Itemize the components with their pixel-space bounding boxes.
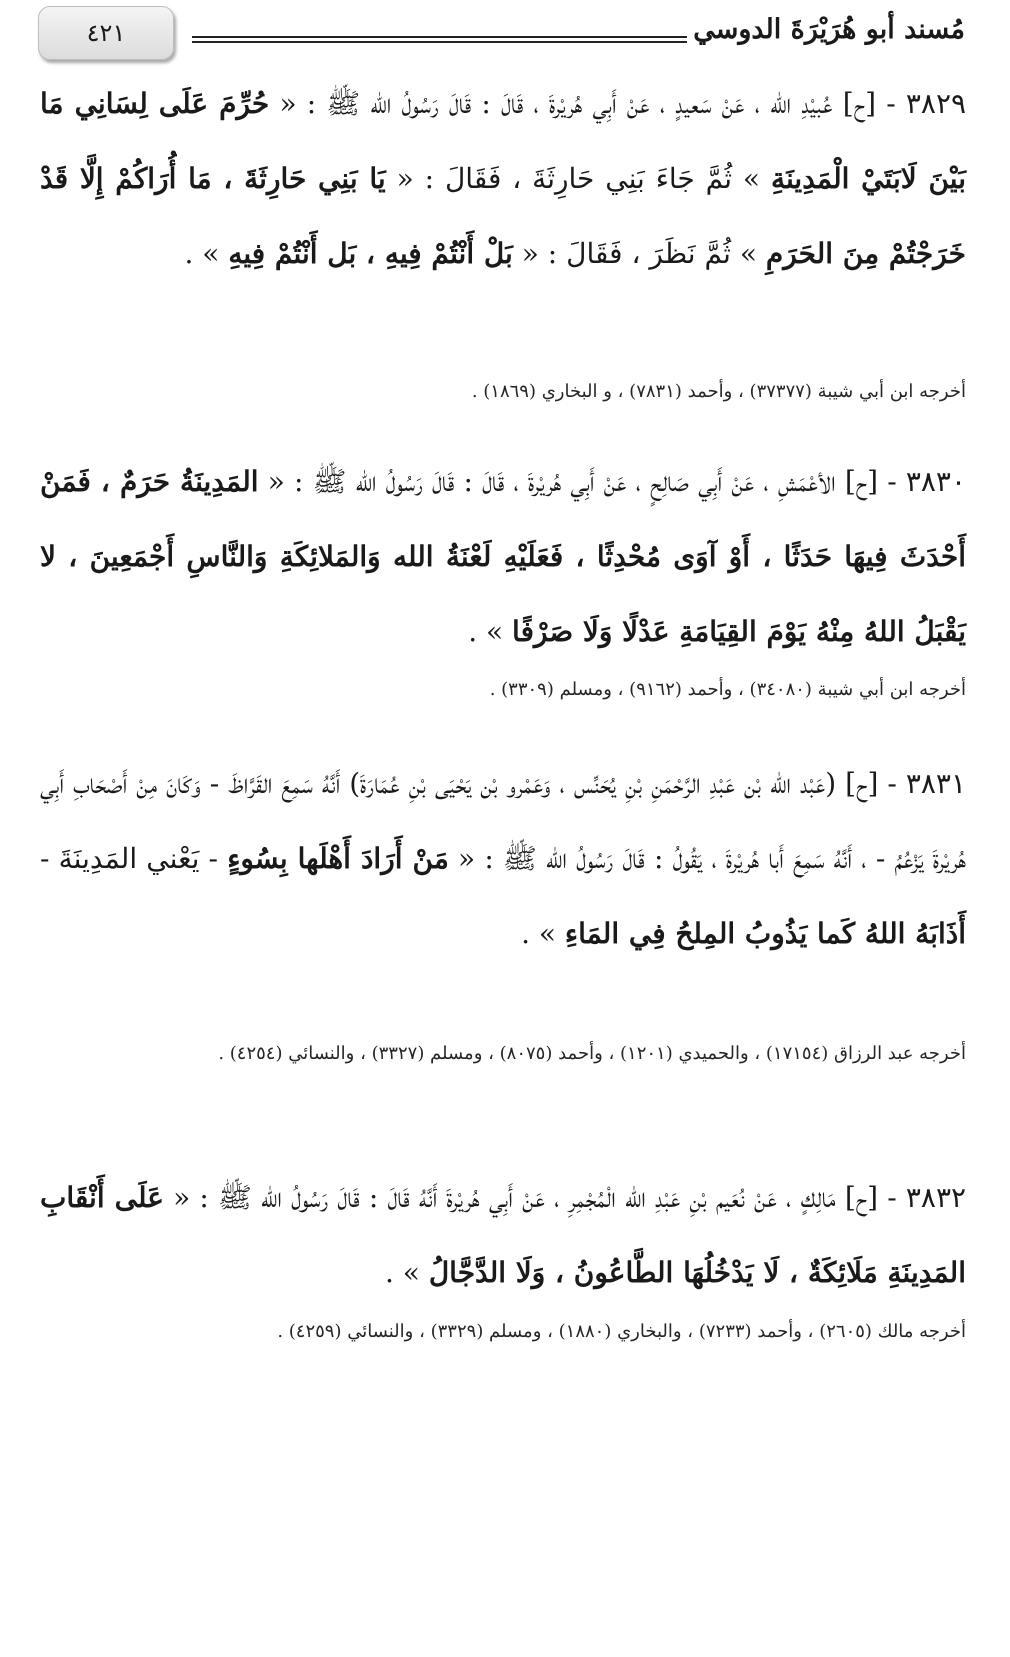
hadith-matn: مَنْ أَرَادَ أَهْلَها بِسُوءٍ <box>227 842 449 875</box>
hadith-end: » . <box>521 917 556 950</box>
hadith-connector: » ثُمَّ جَاءَ بَنِي حَارِثَةَ ، فَقَالَ : « <box>396 162 761 195</box>
hadith-connector: » ثُمَّ نَظَرَ ، فَقَالَ : « <box>521 237 757 270</box>
hadith-isnad: - [ح] عُبيْدِ الله ، عَنْ سَعيدٍ ، عَنْ أَبِي هُريْرةَ ، قَالَ : قَالَ رَسُولُ الله ﷺ : « <box>279 87 896 120</box>
hadith-connector: - يَعْني المَدِينَةَ - <box>40 842 219 875</box>
running-title: مُسند أبو هُرَيْرَةَ الدوسي <box>693 14 965 45</box>
takhrij-3831: أخرجه عبد الرزاق (١٧١٥٤) ، والحميدي (١٢٠١) ، وأحمد (٨٠٧٥) ، ومسلم (٣٣٢٧) ، والنسائي (٤٢٥٤) . <box>218 1043 966 1064</box>
hadith-end: » . <box>184 237 220 270</box>
hadith-matn: يَا بَنِي حَارِثَةَ ، مَا أُرَاكُمْ إِلَّا قَدْ خَرَجْتُمْ مِنَ الحَرَمِ <box>40 162 966 270</box>
hadith-end: » . <box>384 1256 420 1289</box>
hadith-matn: المَدِينَةُ حَرَمٌ ، فَمَنْ أَحْدَثَ فِيهَا حَدَثًا ، أَوْ آوَى مُحْدِثًا ، فَعَلَيْهِ لَعْنَةُ الله وَالمَلائِكَةِ وَالنَّاسِ أَجْمَعِينَ ، لا يَقْبَلُ اللهُ مِنْهُ يَوْمَ القِيَامَةِ عَدْلًا وَلَا صَرْفًا <box>40 465 966 648</box>
hadith-3831 <box>40 746 966 971</box>
page-number-badge <box>38 6 174 60</box>
hadith-3832 <box>40 1160 966 1310</box>
hadith-number: ٣٨٢٩ <box>905 87 967 120</box>
takhrij-3829: أخرجه ابن أبي شيبة (٣٧٣٧٧) ، وأحمد (٧٨٣١) ، و البخاري (١٨٦٩) . <box>471 381 966 402</box>
hadith-matn: بَلْ أَنْتُمْ فِيهِ ، بَل أَنْتُمْ فِيهِ <box>228 237 513 270</box>
hadith-number: ٣٨٣١ <box>905 767 966 800</box>
hadith-matn: عَلَى أَنْقَابِ المَدِينَةِ مَلَائِكَةٌ ، لَا يَدْخُلُهَا الطَّاعُونُ ، وَلَا الدَّجَّالُ <box>40 1181 966 1289</box>
hadith-3829 <box>40 66 966 291</box>
hadith-end: » . <box>468 615 504 648</box>
hadith-matn: حُرِّمَ عَلَى لِسَانِي مَا بَيْنَ لَابَتَيْ الْمَدِينَةِ <box>40 87 967 195</box>
hadith-matn: أَذَابَهُ اللهُ كَما يَذُوبُ المِلحُ فِي المَاءِ <box>564 917 966 950</box>
takhrij-3830: أخرجه ابن أبي شيبة (٣٤٠٨٠) ، وأحمد (٩١٦٢) ، ومسلم (٣٣٠٩) . <box>489 679 966 700</box>
hadith-isnad: - [ح] الأعْمَشِ ، عَنْ أَبِي صَالِحٍ ، عَنْ أَبِي هُريْرةَ ، قَالَ : قَالَ رَسُولُ الله ﷺ : « <box>267 465 897 498</box>
hadith-isnad: - [ح] (عَبْد الله بْن عَبْدِ الرَّحْمَنِ بْنِ يُحَنِّس ، وَعَمْرو بْن يَحْيَى بْنِ عُمَارَةَ) أَنَّهُ سَمِعَ القَرَّاظَ - وَكَانَ مِنْ أَصْحَابِ أَبِي هُريْرةَ يَزْعُمُ - ، أَنَّهُ سَمِعَ أَبا هُريْرةَ ، يَقُولُ : قَالَ رَسُولُ الله ﷺ : « <box>40 767 966 875</box>
hadith-number: ٣٨٣٢ <box>905 1181 967 1214</box>
hadith-3830 <box>40 444 966 669</box>
hadith-isnad: - [ح] مَالِكٍ ، عَنْ نُعَيم بْنِ عَبْدِ الله الْمُجْمِرِ ، عَنْ أَبِي هُريْرةَ أَنَّهُ قَالَ : قَالَ رَسُولُ الله ﷺ : « <box>173 1181 897 1214</box>
takhrij-3832: أخرجه مالك (٢٦٠٥) ، وأحمد (٧٢٣٣) ، والبخاري (١٨٨٠) ، ومسلم (٣٣٢٩) ، والنسائي (٤٢٥٩) . <box>277 1321 966 1342</box>
hadith-number: ٣٨٣٠ <box>905 465 966 498</box>
page-number: ٤٢١ <box>86 19 126 47</box>
header-rule <box>192 36 687 43</box>
